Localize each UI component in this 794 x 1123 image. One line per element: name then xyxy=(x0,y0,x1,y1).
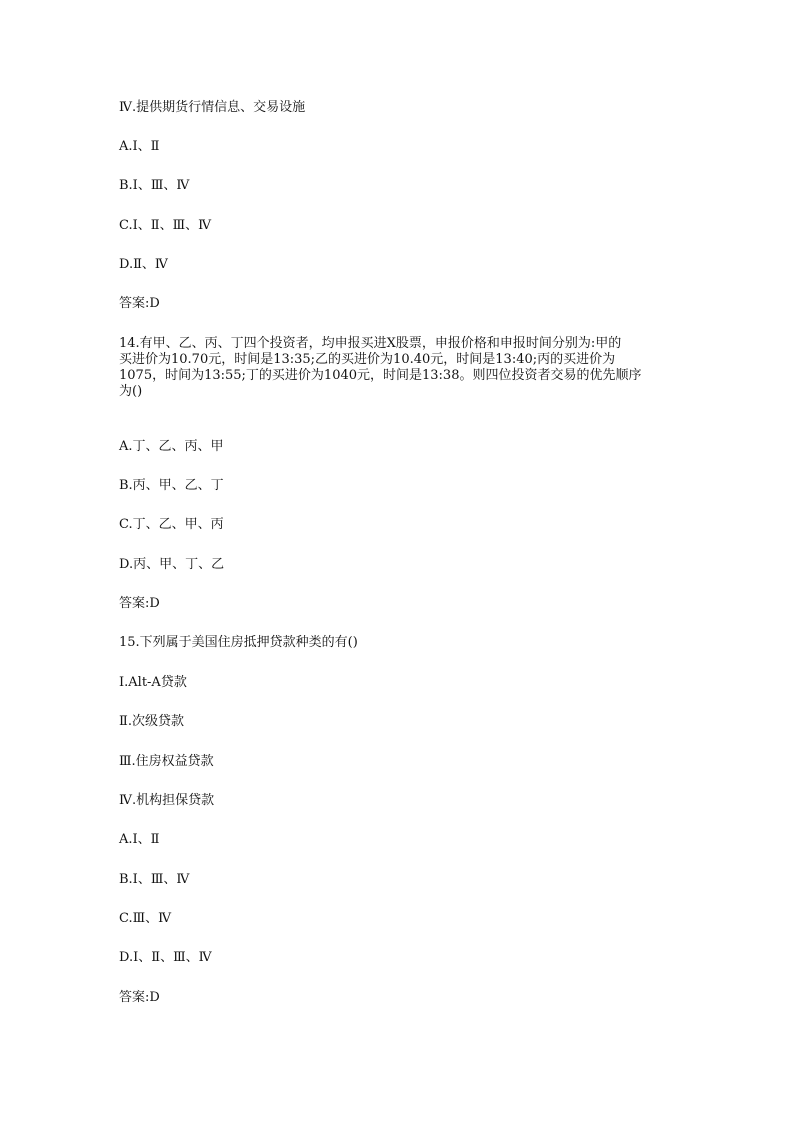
q15-option-b: B.Ⅰ、Ⅲ、Ⅳ xyxy=(119,872,190,887)
q14-option-b: B.丙、甲、乙、丁 xyxy=(119,478,224,493)
q15-option-d: D.Ⅰ、Ⅱ、Ⅲ、Ⅳ xyxy=(119,950,212,965)
q15-item-2: Ⅱ.次级贷款 xyxy=(119,714,184,729)
q14-option-c: C.丁、乙、甲、丙 xyxy=(119,517,224,532)
q13-answer: 答案:D xyxy=(119,296,160,311)
q13-option-a: A.Ⅰ、Ⅱ xyxy=(119,139,160,154)
q14-stem-line-3: 1075，时间为13:55;丁的买进价为1040元，时间是13:38。则四位投资者交易的优先顺序 xyxy=(119,368,642,383)
q15-option-a: A.Ⅰ、Ⅱ xyxy=(119,832,160,847)
q14-stem-line-2: 买进价为10.70元，时间是13:35;乙的买进价为10.40元，时间是13:40;丙的买进价为 xyxy=(119,352,616,367)
q13-option-b: B.Ⅰ、Ⅲ、Ⅳ xyxy=(119,178,190,193)
q14-stem xyxy=(119,336,679,400)
q14-option-d: D.丙、甲、丁、乙 xyxy=(119,557,225,572)
q15-item-3: Ⅲ.住房权益贷款 xyxy=(119,754,214,769)
q13-option-c: C.Ⅰ、Ⅱ、Ⅲ、Ⅳ xyxy=(119,218,212,233)
q15-stem: 15.下列属于美国住房抵押贷款种类的有() xyxy=(119,635,358,650)
q14-answer: 答案:D xyxy=(119,596,160,611)
q14-stem-line-4: 为() xyxy=(119,384,143,399)
q15-item-1: Ⅰ.Alt-A贷款 xyxy=(119,675,187,690)
q15-option-c: C.Ⅲ、Ⅳ xyxy=(119,911,172,926)
q15-answer: 答案:D xyxy=(119,990,160,1005)
q15-item-4: Ⅳ.机构担保贷款 xyxy=(119,793,215,808)
q14-stem-line-1: 14.有甲、乙、丙、丁四个投资者，均申报买进X股票，申报价格和申报时间分别为:甲的 xyxy=(119,336,622,351)
q13-option-d: D.Ⅱ、Ⅳ xyxy=(119,257,168,272)
q13-item-4: Ⅳ.提供期货行情信息、交易设施 xyxy=(119,100,306,115)
q14-option-a: A.丁、乙、丙、甲 xyxy=(119,439,224,454)
